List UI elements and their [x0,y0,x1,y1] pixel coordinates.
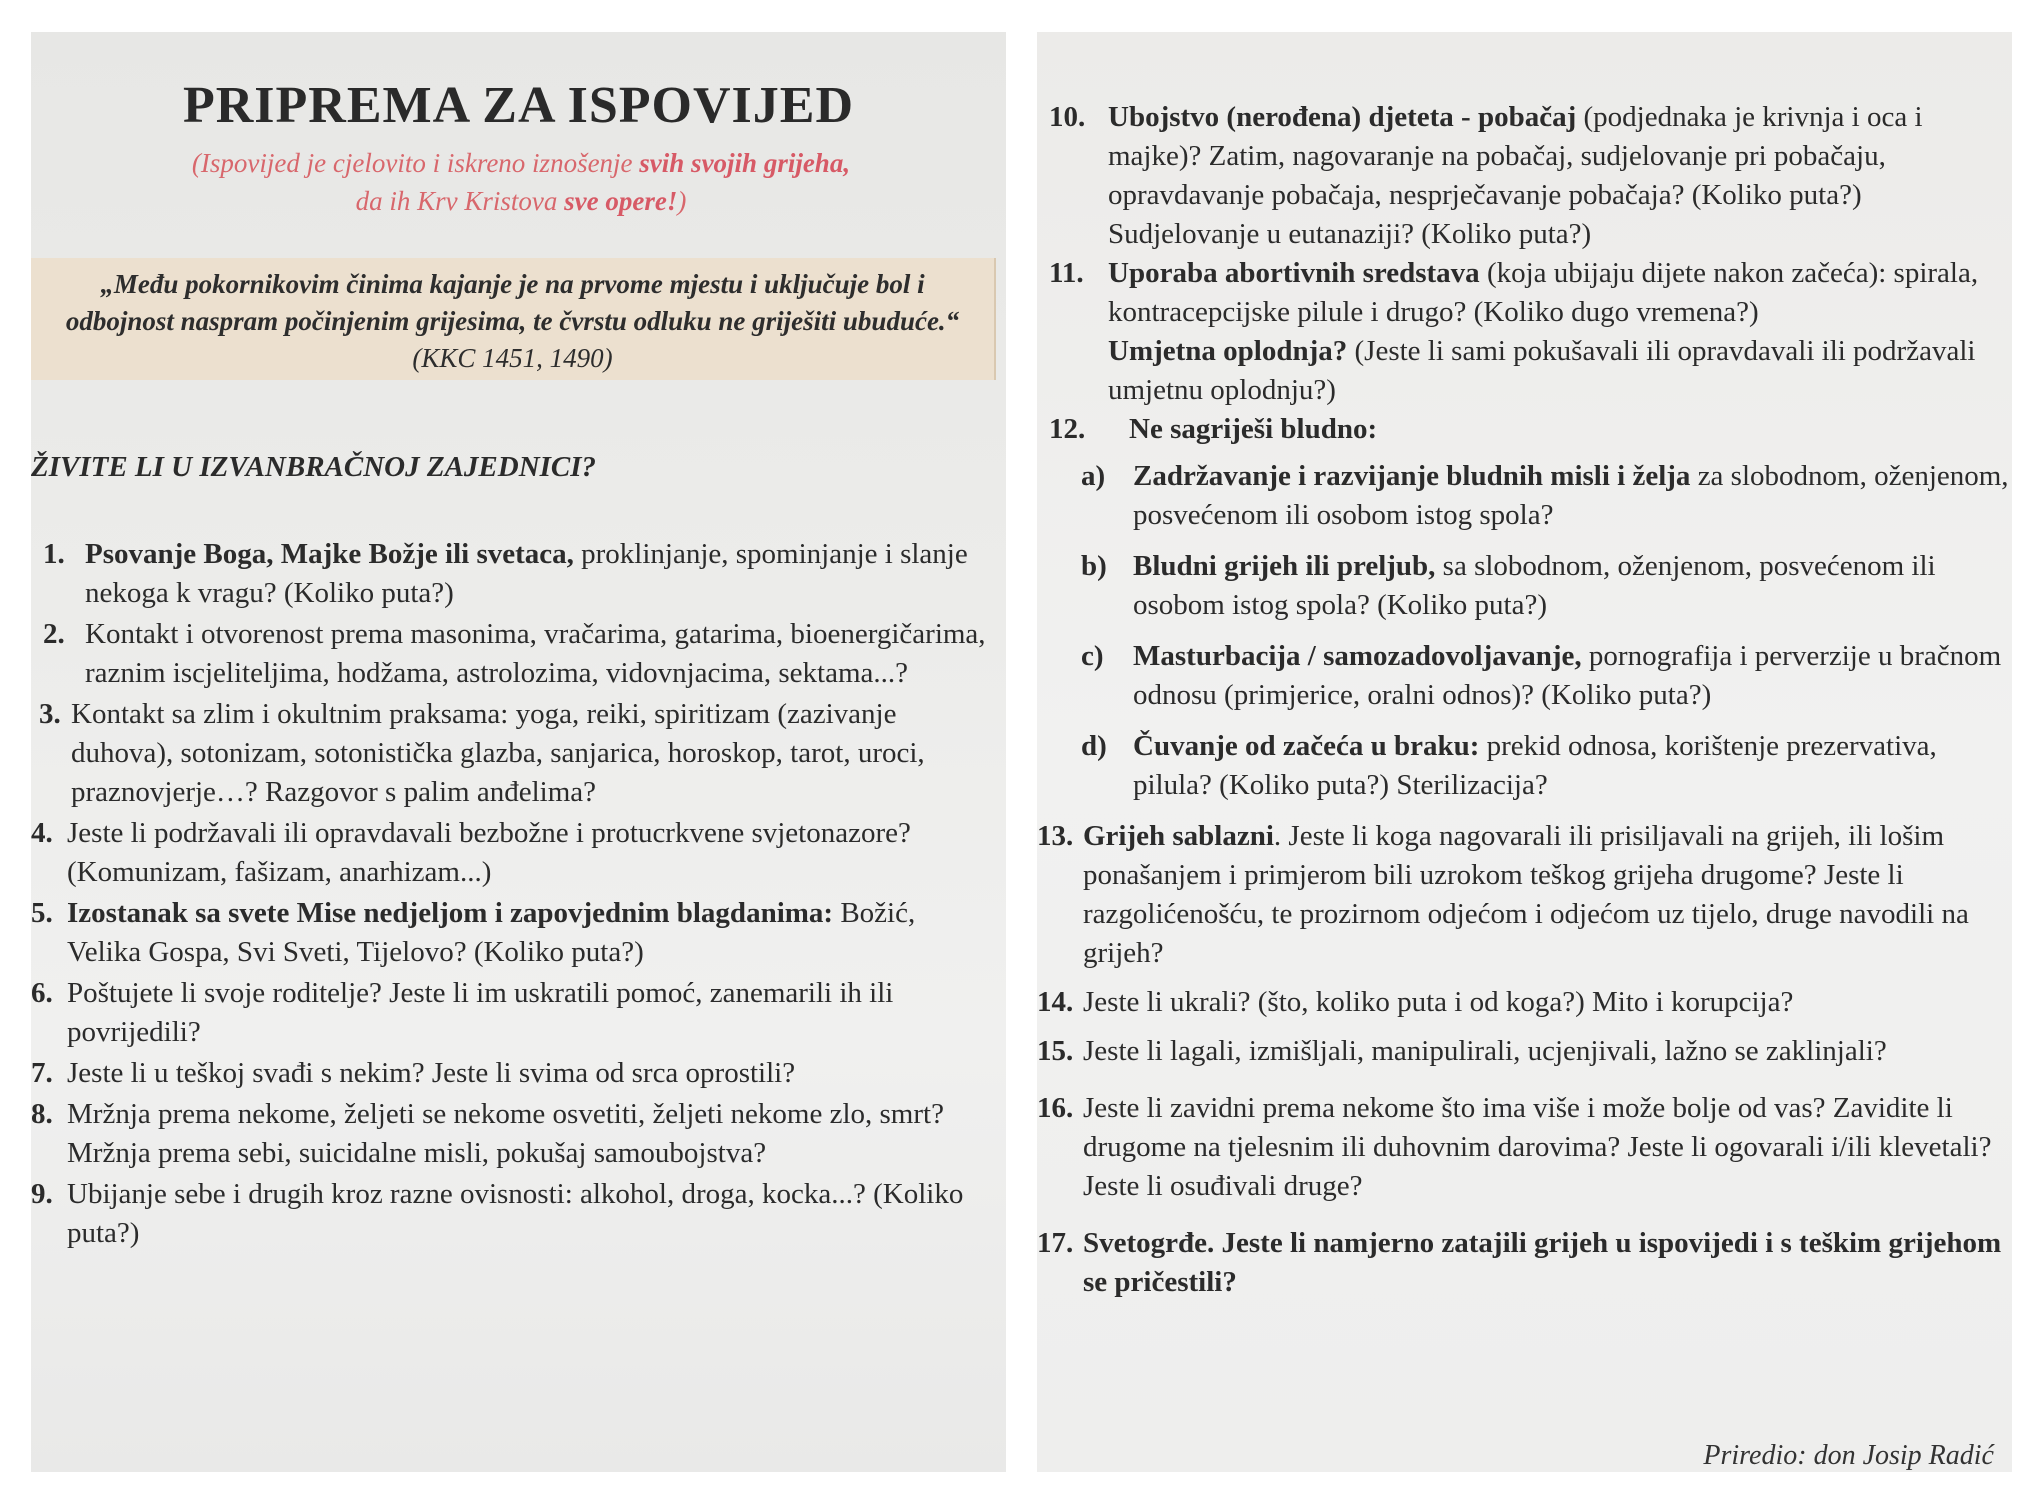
list-item: 16. Jeste li zavidni prema nekome što ima više i može bolje od vas? Zavidite li drugome na tjelesnim ili duhovnim darovima? Jeste li ogovarali i/ili klevetali? Jeste li osuđivali druge? [1037,1092,1992,1202]
list-item: 11. Uporaba abortivnih sredstava (koja ubijaju dijete nakon začeća): spirala, kontracepcijske pilule i drugo? (Koliko dugo vremena?) Umjetna oplodnja? (Jeste li sami pokušavali ili opravdavali ili podržavali umjetnu oplodnju?) [1049,257,1979,406]
document-subtitle: (Ispovijed je cjelovito i iskreno iznošenje svih svojih grijeha, da ih Krv Kristova sve opere!) [191,148,851,216]
list-item: 2. Kontakt i otvorenost prema masonima, vračarima, gatarima, bioenergičarima, raznim iscjeliteljima, hodžama, astrolozima, vidovnjacima, sektama...? [43,618,986,689]
list-item: 17. Svetogrđe. Jeste li namjerno zatajili grijeh u ispovijedi i s teškim grijehom se pričestili? [1037,1227,2002,1298]
right-page [1037,32,2012,1472]
catechism-quote-box [31,258,996,380]
list-item: 5. Izostanak sa svete Mise nedjeljom i zapovjednim blagdanima: Božić, Velika Gospa, Svi Sveti, Tijelovo? (Koliko puta?) [31,897,916,968]
examination-list-right [1037,98,2012,1302]
sub-item: a) Zadržavanje i razvijanje bludnih misli i želja za slobodnom, oženjenom, posvećenom ili osobom istog spola? [1081,460,2009,531]
sub-item: c) Masturbacija / samozadovoljavanje, pornografija i perverzije u bračnom odnosu (primjerice, oralni odnos)? (Koliko puta?) [1081,640,2002,711]
sub-item: d) Čuvanje od začeća u braku: prekid odnosa, korištenje prezervativa, pilula? (Koliko puta?) Sterilizacija? [1081,730,1937,801]
list-item: 10. Ubojstvo (nerođena) djeteta - pobačaj (podjednaka je krivnja i oca i majke)? Zatim, nagovaranje na pobačaj, sudjelovanje pri pobačaju, opravdavanje pobačaja, nesprječavanje pobačaja? (Koliko puta?) Sudjelovanje u eutanaziji? (Koliko puta?) [1049,101,1923,250]
list-item: 7. Jeste li u teškoj svađi s nekim? Jeste li svima od srca oprostili? [31,1057,796,1089]
examination-list-left [31,535,1006,1255]
sub-list [1037,457,2012,805]
list-item: 13. Grijeh sablazni. Jeste li koga nagovarali ili prisiljavali na grijeh, ili lošim ponašanjem i primjerom bili uzrokom teškog grijeha drugome? Jeste li razgolićenošću, te prozirnom odjećom i odjećom uz tijelo, druge navodili na grijeh? [1037,820,1969,969]
list-item: 14. Jeste li ukrali? (što, koliko puta i od koga?) Mito i korupcija? [1037,986,1794,1018]
list-item: 6. Poštujete li svoje roditelje? Jeste li im uskratili pomoć, zanemarili ih ili povrijedili? [31,977,894,1048]
left-page [31,32,1006,1472]
list-item: 8. Mržnja prema nekome, željeti se nekome osvetiti, željeti nekome zlo, smrt? Mržnja prema sebi, suicidalne misli, pokušaj samoubojstva? [31,1098,944,1169]
list-item: 15. Jeste li lagali, izmišljali, manipulirali, ucjenjivali, lažno se zaklinjali? [1037,1035,1887,1067]
catechism-quote: „Među pokornikovim činima kajanje je na prvome mjestu i uključuje bol i odbojnost naspram počinjenim grijesima, te čvrstu odluku ne griješiti ubuduće.“ (KKC 1451, 1490) [65,269,960,373]
section-heading: ŽIVITE LI U IZVANBRAČNOJ ZAJEDNICI? [31,451,597,483]
list-item: 3. Kontakt sa zlim i okultnim praksama: yoga, reiki, spiritizam (zazivanje duhova), sotonizam, sotonistička glazba, sanjarica, horoskop, tarot, uroci, praznovjerje…? Razgovor s palim anđelima? [39,698,925,808]
list-item: 12. Ne sagriješi bludno: a) Zadržavanje i razvijanje bludnih misli i želja za slobodnom, oženjenom, posvećenom ili osobom istog spola? b) Bludni grijeh ili preljub, sa slobodnom, oženjenom, posvećenom ili osobom istog spola? (Koliko puta?) c) Masturbacija / samozadovoljavanje, pornografija i perverzije u bračnom odnosu (primjerice, oralni odnos)? (Koliko puta?) d) Čuvanje od začeća u braku: prekid odnosa, korištenje prezervativa, pilula? (Koliko puta?) Sterilizacija? [1037,410,2012,805]
document-title: PRIPREMA ZA ISPOVIJED [182,77,855,134]
author-signature: Priredio: don Josip Radić [1703,1440,1994,1471]
sub-item: b) Bludni grijeh ili preljub, sa slobodnom, oženjenom, posvećenom ili osobom istog spola? (Koliko puta?) [1081,550,1936,621]
list-item: 1. Psovanje Boga, Majke Božje ili svetaca, proklinjanje, spominjanje i slanje nekoga k vragu? (Koliko puta?) [43,538,968,609]
list-item: 9. Ubijanje sebe i drugih kroz razne ovisnosti: alkohol, droga, kocka...? (Koliko puta?) [31,1178,964,1249]
list-item: 4. Jeste li podržavali ili opravdavali bezbožne i protucrkvene svjetonazore? (Komunizam, fašizam, anarhizam...) [31,817,911,888]
